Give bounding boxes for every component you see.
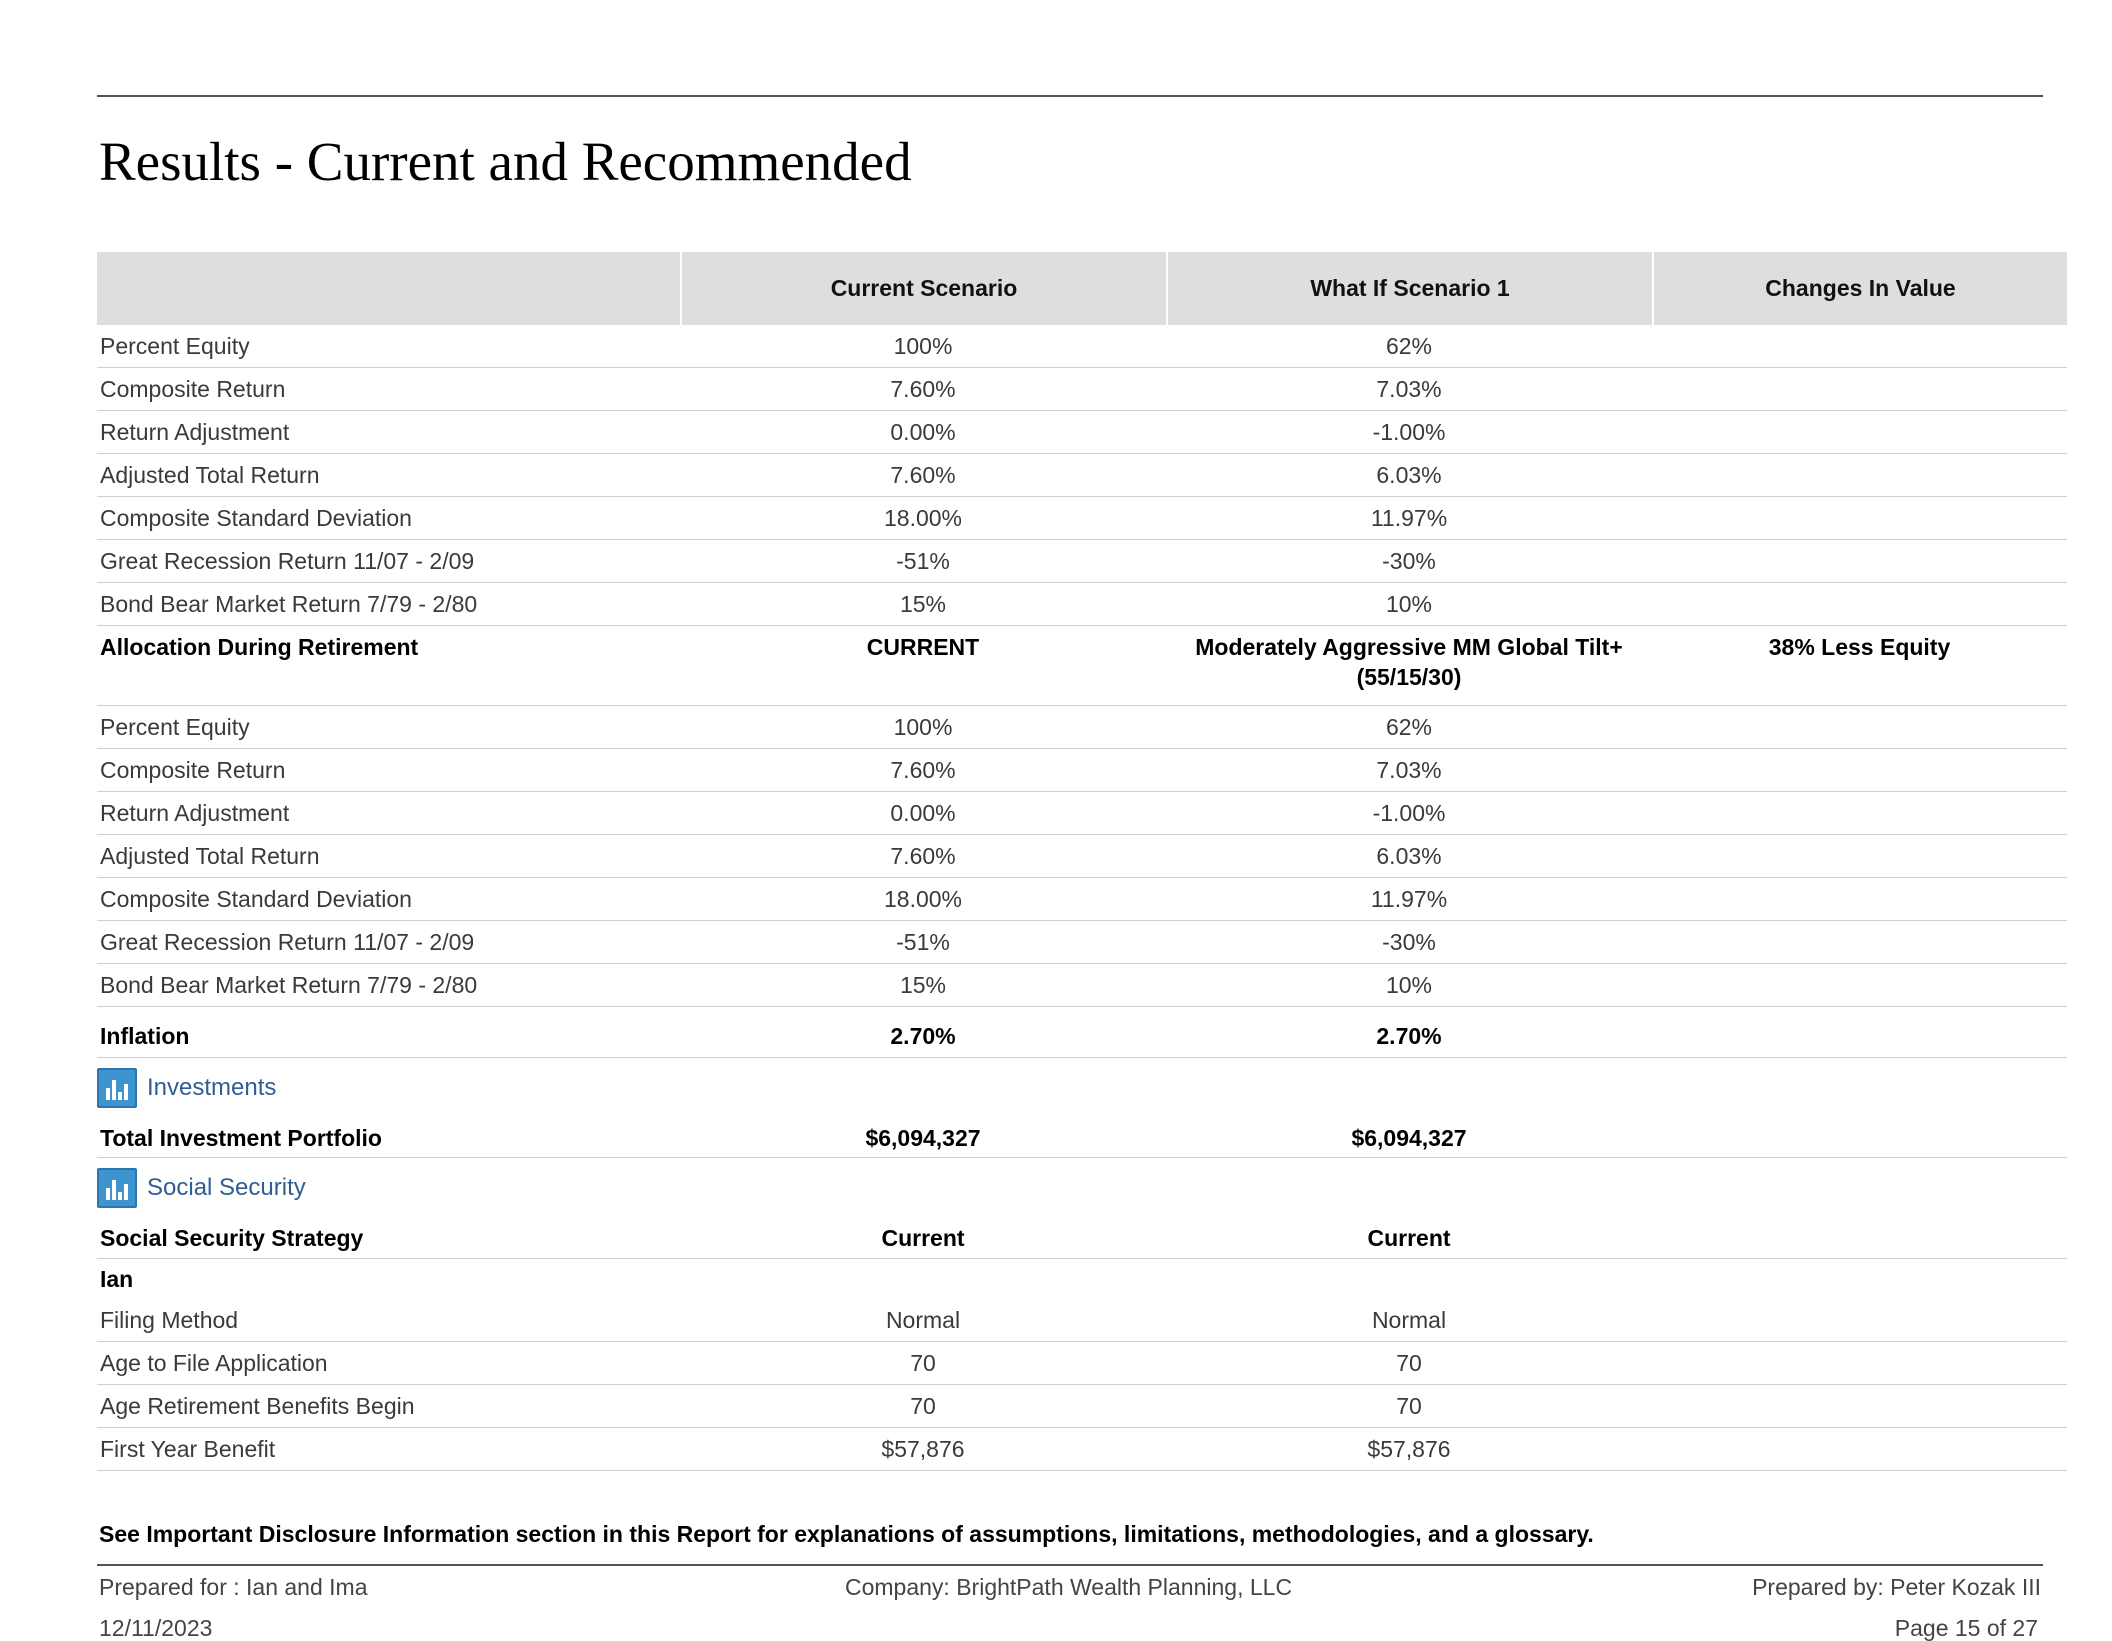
ss-strategy-row — [97, 1218, 2067, 1259]
row-current-value: 0.00% — [890, 419, 956, 445]
table-row — [97, 835, 2067, 878]
row-current-value: 0.00% — [890, 800, 956, 826]
table-row — [97, 1342, 2067, 1385]
ss-strategy-label: Social Security Strategy — [100, 1225, 364, 1251]
table-row — [97, 411, 2067, 454]
ss-person-name: Ian — [100, 1266, 134, 1292]
table-row — [97, 1428, 2067, 1471]
allocation-change: 38% Less Equity — [1768, 634, 1951, 660]
allocation-row — [97, 626, 2067, 706]
row-current-value: 100% — [893, 714, 953, 740]
table-row — [97, 583, 2067, 626]
header-blank — [97, 252, 680, 325]
row-label: Age Retirement Benefits Begin — [100, 1393, 415, 1419]
row-label: Composite Return — [100, 757, 286, 783]
row-label: Composite Return — [100, 376, 286, 402]
allocation-whatif — [1166, 626, 1652, 692]
row-label: Bond Bear Market Return 7/79 - 2/80 — [100, 972, 478, 998]
row-current-value: -51% — [896, 548, 950, 574]
allocation-label: Allocation During Retirement — [100, 634, 419, 660]
header-changes-in-value: Changes In Value — [1652, 252, 2067, 325]
ss-strategy-current: Current — [881, 1225, 965, 1251]
bar-chart-icon — [97, 1168, 137, 1208]
bottom-rule — [97, 1564, 2043, 1566]
row-label: Age to File Application — [100, 1350, 328, 1376]
table-header-row — [97, 252, 2067, 325]
row-label: Composite Standard Deviation — [100, 505, 412, 531]
row-label: First Year Benefit — [100, 1436, 276, 1462]
row-whatif-value: 10% — [1385, 591, 1433, 617]
results-table — [97, 252, 2067, 1471]
table-row — [97, 454, 2067, 497]
total-investment-whatif: $6,094,327 — [1351, 1124, 1467, 1151]
table-row — [97, 749, 2067, 792]
row-label: Adjusted Total Return — [100, 843, 320, 869]
row-current-value: 70 — [910, 1393, 936, 1419]
row-whatif-value: 70 — [1396, 1350, 1422, 1376]
row-whatif-value: 6.03% — [1376, 843, 1442, 869]
row-whatif-value: 7.03% — [1376, 757, 1442, 783]
social-security-rows — [97, 1299, 2067, 1471]
investments-section-header — [97, 1058, 2067, 1118]
social-security-section-header — [97, 1158, 2067, 1218]
row-label: Composite Standard Deviation — [100, 886, 412, 912]
bar-chart-icon — [97, 1068, 137, 1108]
allocation-current: CURRENT — [866, 634, 980, 660]
row-label: Filing Method — [100, 1307, 239, 1333]
row-whatif-value: -1.00% — [1372, 800, 1446, 826]
page-title: Results - Current and Recommended — [99, 131, 912, 192]
footer-prepared-for: Prepared for : Ian and Ima — [99, 1574, 368, 1600]
social-security-section-title[interactable]: Social Security — [147, 1174, 306, 1201]
row-whatif-value: $57,876 — [1367, 1436, 1451, 1462]
row-whatif-value: 62% — [1385, 333, 1433, 359]
row-label: Great Recession Return 11/07 - 2/09 — [100, 929, 475, 955]
row-current-value: 70 — [910, 1350, 936, 1376]
inflation-row — [97, 1007, 2067, 1058]
table-row — [97, 368, 2067, 411]
row-whatif-value: -1.00% — [1372, 419, 1446, 445]
row-current-value: 7.60% — [890, 843, 956, 869]
row-current-value: 15% — [899, 591, 947, 617]
table-row — [97, 497, 2067, 540]
row-whatif-value: 70 — [1396, 1393, 1422, 1419]
table-row — [97, 792, 2067, 835]
row-current-value: -51% — [896, 929, 950, 955]
header-current-scenario: Current Scenario — [680, 252, 1166, 325]
row-current-value: 18.00% — [883, 505, 962, 531]
row-label: Bond Bear Market Return 7/79 - 2/80 — [100, 591, 478, 617]
disclosure-note: See Important Disclosure Information section in this Report for explanations of assumptions, limitations, methodologies, and a glossary. — [99, 1521, 1594, 1547]
investments-section-title[interactable]: Investments — [147, 1074, 277, 1101]
row-label: Great Recession Return 11/07 - 2/09 — [100, 548, 475, 574]
row-current-value: Normal — [885, 1307, 961, 1333]
table-row — [97, 325, 2067, 368]
total-investment-label: Total Investment Portfolio — [100, 1124, 382, 1151]
footer-prepared-by: Prepared by: Peter Kozak III — [1752, 1574, 2041, 1600]
row-current-value: 7.60% — [890, 462, 956, 488]
table-row — [97, 540, 2067, 583]
inflation-label: Inflation — [100, 1023, 190, 1049]
pre-retirement-rows — [97, 325, 2067, 626]
row-whatif-value: Normal — [1371, 1307, 1447, 1333]
footer-company: Company: BrightPath Wealth Planning, LLC — [845, 1574, 1293, 1600]
table-row — [97, 706, 2067, 749]
row-whatif-value: 11.97% — [1370, 505, 1448, 531]
inflation-whatif: 2.70% — [1376, 1023, 1442, 1049]
table-row — [97, 1299, 2067, 1342]
table-row — [97, 921, 2067, 964]
table-row — [97, 878, 2067, 921]
footer-page-number: Page 15 of 27 — [1894, 1615, 2038, 1641]
row-whatif-value: 10% — [1385, 972, 1433, 998]
row-label: Percent Equity — [100, 333, 250, 359]
row-label: Return Adjustment — [100, 800, 290, 826]
footer-date: 12/11/2023 — [99, 1615, 213, 1641]
row-whatif-value: 6.03% — [1376, 462, 1442, 488]
allocation-whatif-line2: (55/15/30) — [1356, 664, 1462, 690]
row-whatif-value: 7.03% — [1376, 376, 1442, 402]
row-current-value: 15% — [899, 972, 947, 998]
row-whatif-value: 11.97% — [1370, 886, 1448, 912]
table-row — [97, 964, 2067, 1007]
row-current-value: $57,876 — [881, 1436, 965, 1462]
header-what-if-scenario: What If Scenario 1 — [1166, 252, 1652, 325]
row-current-value: 100% — [893, 333, 953, 359]
row-label: Adjusted Total Return — [100, 462, 320, 488]
row-current-value: 18.00% — [883, 886, 962, 912]
row-whatif-value: -30% — [1382, 548, 1436, 574]
row-whatif-value: -30% — [1382, 929, 1436, 955]
row-label: Percent Equity — [100, 714, 250, 740]
row-current-value: 7.60% — [890, 376, 956, 402]
table-row — [97, 1385, 2067, 1428]
row-current-value: 7.60% — [890, 757, 956, 783]
top-rule — [97, 95, 2043, 97]
total-investment-row — [97, 1118, 2067, 1158]
retirement-rows — [97, 706, 2067, 1007]
row-whatif-value: 62% — [1385, 714, 1433, 740]
ss-strategy-whatif: Current — [1367, 1225, 1451, 1251]
total-investment-current: $6,094,327 — [865, 1124, 981, 1151]
inflation-current: 2.70% — [890, 1023, 956, 1049]
ss-person-row — [97, 1259, 2067, 1299]
allocation-whatif-line1: Moderately Aggressive MM Global Tilt+ — [1195, 634, 1623, 660]
row-label: Return Adjustment — [100, 419, 290, 445]
